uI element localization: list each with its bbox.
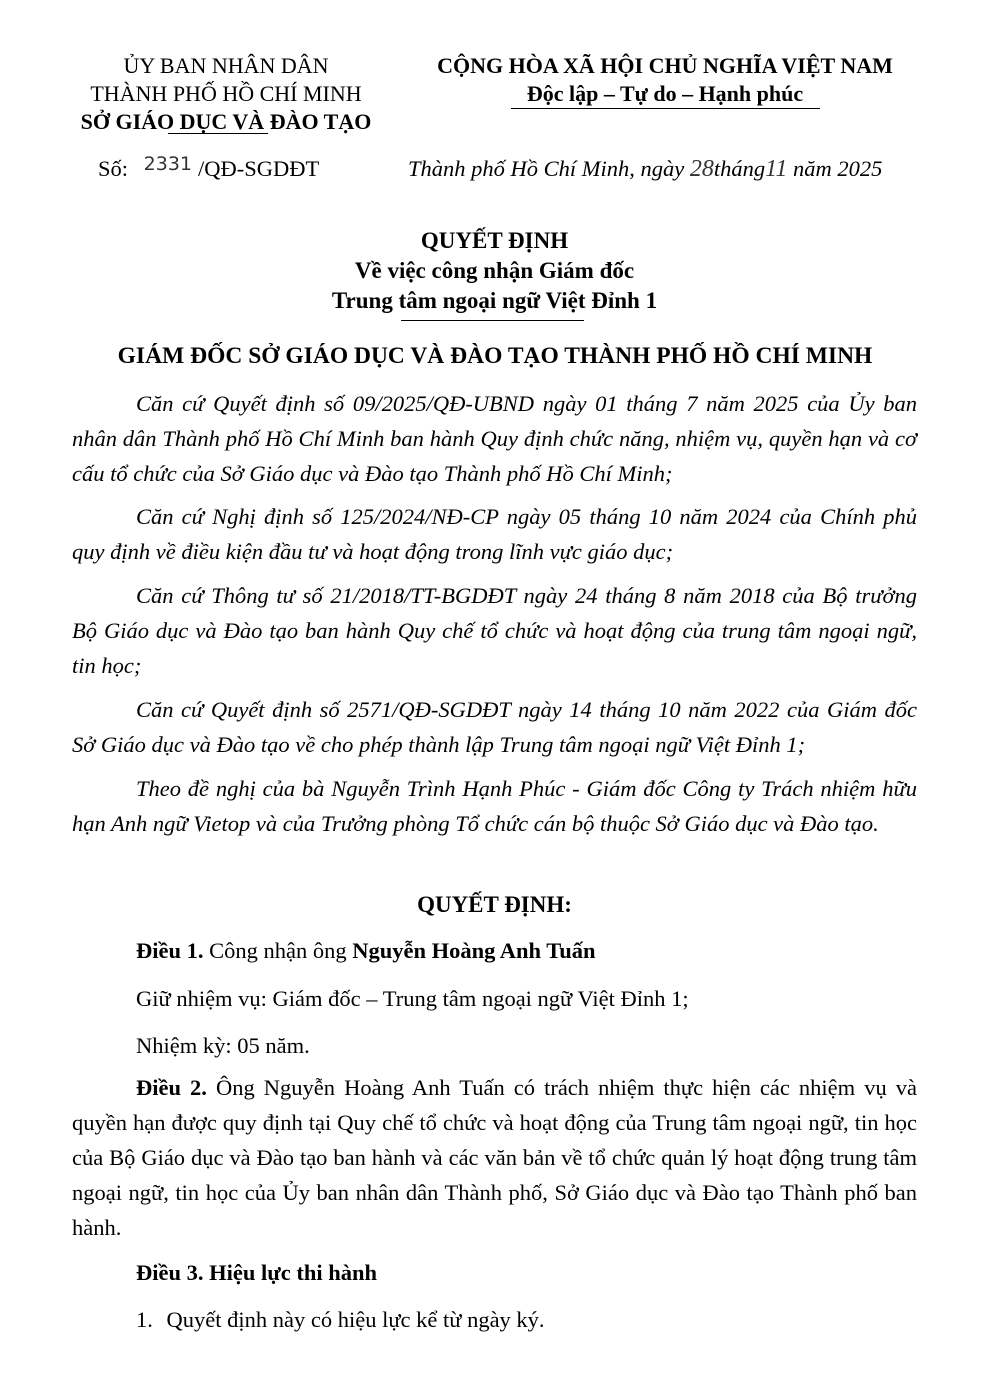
- article-3-heading: Điều 3. Hiệu lực thi hành: [136, 1260, 378, 1285]
- number-value: 2331: [143, 153, 192, 175]
- title-line-2: Về việc công nhận Giám đốc: [354, 258, 635, 283]
- date-year: năm 2025: [793, 156, 883, 181]
- preamble-1: Căn cứ Quyết định số 09/2025/QĐ-UBND ngày 01 tháng 7 năm 2025 của Ủy ban nhân dân Thành phố Hồ Chí Minh ban hành Quy định chức năng, nhiệm vụ, quyền hạn và cơ cấu tổ chức của Sở Giáo dục và Đào tạo Thành phố Hồ Chí Minh;: [72, 391, 917, 486]
- agency-line-1: ỦY BAN NHÂN DÂN: [123, 53, 329, 78]
- title-line-3: Trung tâm ngoại ngữ Việt Đỉnh 1: [331, 288, 658, 313]
- national-motto: Độc lập – Tự do – Hạnh phúc: [526, 81, 804, 106]
- article-1-term: Nhiệm kỳ: 05 năm.: [136, 1033, 310, 1058]
- item-text: Quyết định này có hiệu lực kể từ ngày ký.: [166, 1307, 545, 1332]
- document-date: [408, 155, 882, 183]
- preamble-5: Theo đề nghị của bà Nguyễn Trình Hạnh Phúc - Giám đốc Công ty Trách nhiệm hữu hạn Anh ngữ Vietop và của Trưởng phòng Tổ chức cán bộ thuộc Sở Giáo dục và Đào tạo.: [72, 776, 917, 836]
- preamble-2: Căn cứ Nghị định số 125/2024/NĐ-CP ngày 05 tháng 10 năm 2024 của Chính phủ quy định về điều kiện đầu tư và hoạt động trong lĩnh vực giáo dục;: [72, 504, 917, 564]
- document-number: [98, 155, 319, 184]
- decision-title: [72, 226, 917, 316]
- article-1-label: Điều 1.: [136, 938, 204, 963]
- article-3-item-1: [136, 1306, 545, 1334]
- number-prefix: Số:: [98, 156, 129, 181]
- issuing-authority: GIÁM ĐỐC SỞ GIÁO DỤC VÀ ĐÀO TẠO THÀNH PHỐ HỒ CHÍ MINH: [117, 343, 873, 369]
- title-line-1: QUYẾT ĐỊNH: [420, 228, 569, 253]
- article-1-duty: Giữ nhiệm vụ: Giám đốc – Trung tâm ngoại ngữ Việt Đỉnh 1;: [136, 986, 689, 1011]
- article-2-text: Ông Nguyễn Hoàng Anh Tuấn có trách nhiệm thực hiện các nhiệm vụ và quyền hạn được quy định tại Quy chế tổ chức và hoạt động của Trung tâm ngoại ngữ, tin học của Bộ Giáo dục và Đào tạo ban hành và các văn bản về tổ chức quản lý hoạt động trung tâm ngoại ngữ, tin học của Ủy ban nhân dân Thành phố, Sở Giáo dục và Đào tạo Thành phố ban hành.: [72, 1075, 918, 1240]
- article-2-label: Điều 2.: [136, 1075, 207, 1100]
- date-place: Thành phố Hồ Chí Minh, ngày: [408, 156, 685, 181]
- agency-underline: [168, 133, 268, 134]
- title-underline: [401, 320, 584, 321]
- date-month: 11: [765, 156, 788, 182]
- number-suffix: /QĐ-SGDĐT: [198, 156, 320, 181]
- preamble-3: Căn cứ Thông tư số 21/2018/TT-BGDĐT ngày 24 tháng 8 năm 2018 của Bộ trưởng Bộ Giáo dục và Đào tạo ban hành Quy chế tổ chức và hoạt động của trung tâm ngoại ngữ, tin học;: [72, 583, 917, 678]
- agency-header: [62, 52, 390, 136]
- date-day: 28: [689, 156, 714, 182]
- preamble-4: Căn cứ Quyết định số 2571/QĐ-SGDĐT ngày 14 tháng 10 năm 2022 của Giám đốc Sở Giáo dục và Đào tạo về cho phép thành lập Trung tâm ngoại ngữ Việt Đỉnh 1;: [72, 697, 917, 757]
- article-1: [136, 937, 596, 965]
- decision-heading: QUYẾT ĐỊNH:: [417, 892, 572, 917]
- motto-underline: [511, 108, 820, 109]
- item-number: 1.: [136, 1307, 153, 1332]
- national-header: [410, 52, 920, 108]
- article-2: [72, 1070, 917, 1245]
- national-title: CỘNG HÒA XÃ HỘI CHỦ NGHĨA VIỆT NAM: [437, 53, 893, 78]
- article-1-person: Nguyễn Hoàng Anh Tuấn: [352, 938, 596, 963]
- agency-line-2: THÀNH PHỐ HỒ CHÍ MINH: [90, 81, 362, 106]
- date-month-label: tháng: [713, 156, 766, 181]
- article-1-text: Công nhận ông: [209, 938, 347, 963]
- agency-line-3: SỞ GIÁO DỤC VÀ ĐÀO TẠO: [80, 109, 372, 134]
